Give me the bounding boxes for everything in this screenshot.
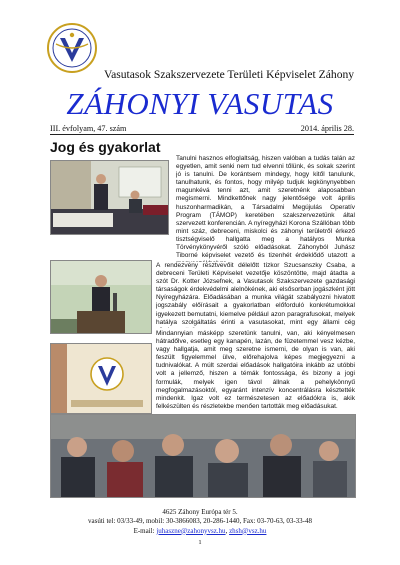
union-logo [46,22,98,74]
footer-phones: vasúti tel: 03/33-49, mobil: 30-3866083, 20-286-1440, Fax: 03-70-63, 03-33-48 [88,517,312,526]
organization-name: Vasutasok Szakszervezete Területi Képviselet Záhony [104,68,355,81]
email-link-1[interactable]: juhaszne@zahonyvsz.hu [156,526,226,535]
conference-photo-podium [50,260,152,334]
article-paragraph-1: Tanulni hasznos elfoglaltság, hiszen valóban a tudás talán az egyetlen, amit senki nem tud elvenni tőlünk, és sokak szerint jó is tanulni. De korántsem mindegy, hogy kitől tanulunk, tanulhatunk, és fontos, hogy milyép tudjuk legkönynyebben magunkévá tenni azt, amit szeretnénk alaposabban megismerni. Mindkettőnek nagy jelentősége volt április huszonharmadikán, a Társadalmi Megújulás Operatív Program (TÁMOP) keretében szakszervezetünk által szervezett konferencián. A nyíregyházi Korona Szállóban több mint száz, debreceni, miskolci és záhonyi területről érkező tisztségviselő hallgatta meg a hatályos Munka Törvénykönyvéről szóló előadásokat. Záhonyból Juhász Tiborné képviselet vezető és tizenhét érdeklődő utazott a [176,155,355,260]
header-divider [50,134,354,135]
article-paragraph-2: A rendezvény résztvevőit délelőtt tízkor Szucsanszky Csaba, a debreceni Területi Képviselet vezetője köszöntötte, majd átadta a szót Dr. Kotter Józsefnek, a Vasutasok Szakszervezete gazdasági társaságok érdekvédelmi alelnökének, aki elsősorban jogászként jött Nyíregyházára. Előadásában a munka világát szabályozni hivatott jogszabály előírásait a gyakorlatban előforduló konkrétumokkal igyekezett bemutatni, kiemelve például azon paragrafusokat, melyek hatálya szolgáltatás érinti a vasutasokat, mint egy állami cég [156,262,355,326]
conference-photo-banner [50,343,152,414]
contact-footer [0,508,400,536]
masthead-title: ZÁHONYI VASUTAS [66,86,334,121]
issue-date: 2014. április 28. [300,124,354,133]
page-number: 1 [198,539,202,546]
footer-address: 4625 Záhony Európa tér 5. [162,508,238,516]
email-label: E-mail: [133,526,155,535]
email-link-2[interactable]: zhsh@vsz.hu [229,526,267,535]
conference-photo-audience [50,414,356,498]
conference-photo-speaker [50,160,169,235]
article-paragraph-3: Mindannyian másképp szeretünk tanulni, van, aki kényelmesen hátradőlve, esetleg egy kanapén, lazán, de füzetemmel vesz kézbe, vagy hallgatja, amit meg szeretne ismerni, de olyan is van, aki feszült figyelemmel ülve, előrehajolva képes megjegyezni a tudnivalókat. A múlt szerdai előadások hallgatóira inkább az utóbbi volt a jellemző, hiszen a témák fontossága, és bizony a jogi formulák, melyek igen távol állnak a pehelykönnyű megfogalmazásoktól, egyaránt intenzív koncentrálásra késztették mindenkit. Igaz volt ez természetesen az előadókra is, akik felkészülten és részletekbe menően tartották meg előadásukat. [156,330,355,410]
issue-number: III. évfolyam, 47. szám [50,124,127,133]
footer-emails: E-mail: juhaszne@zahonyvsz.hu, zhsh@vsz.hu [133,526,267,535]
article-title: Jog és gyakorlat [50,139,161,155]
